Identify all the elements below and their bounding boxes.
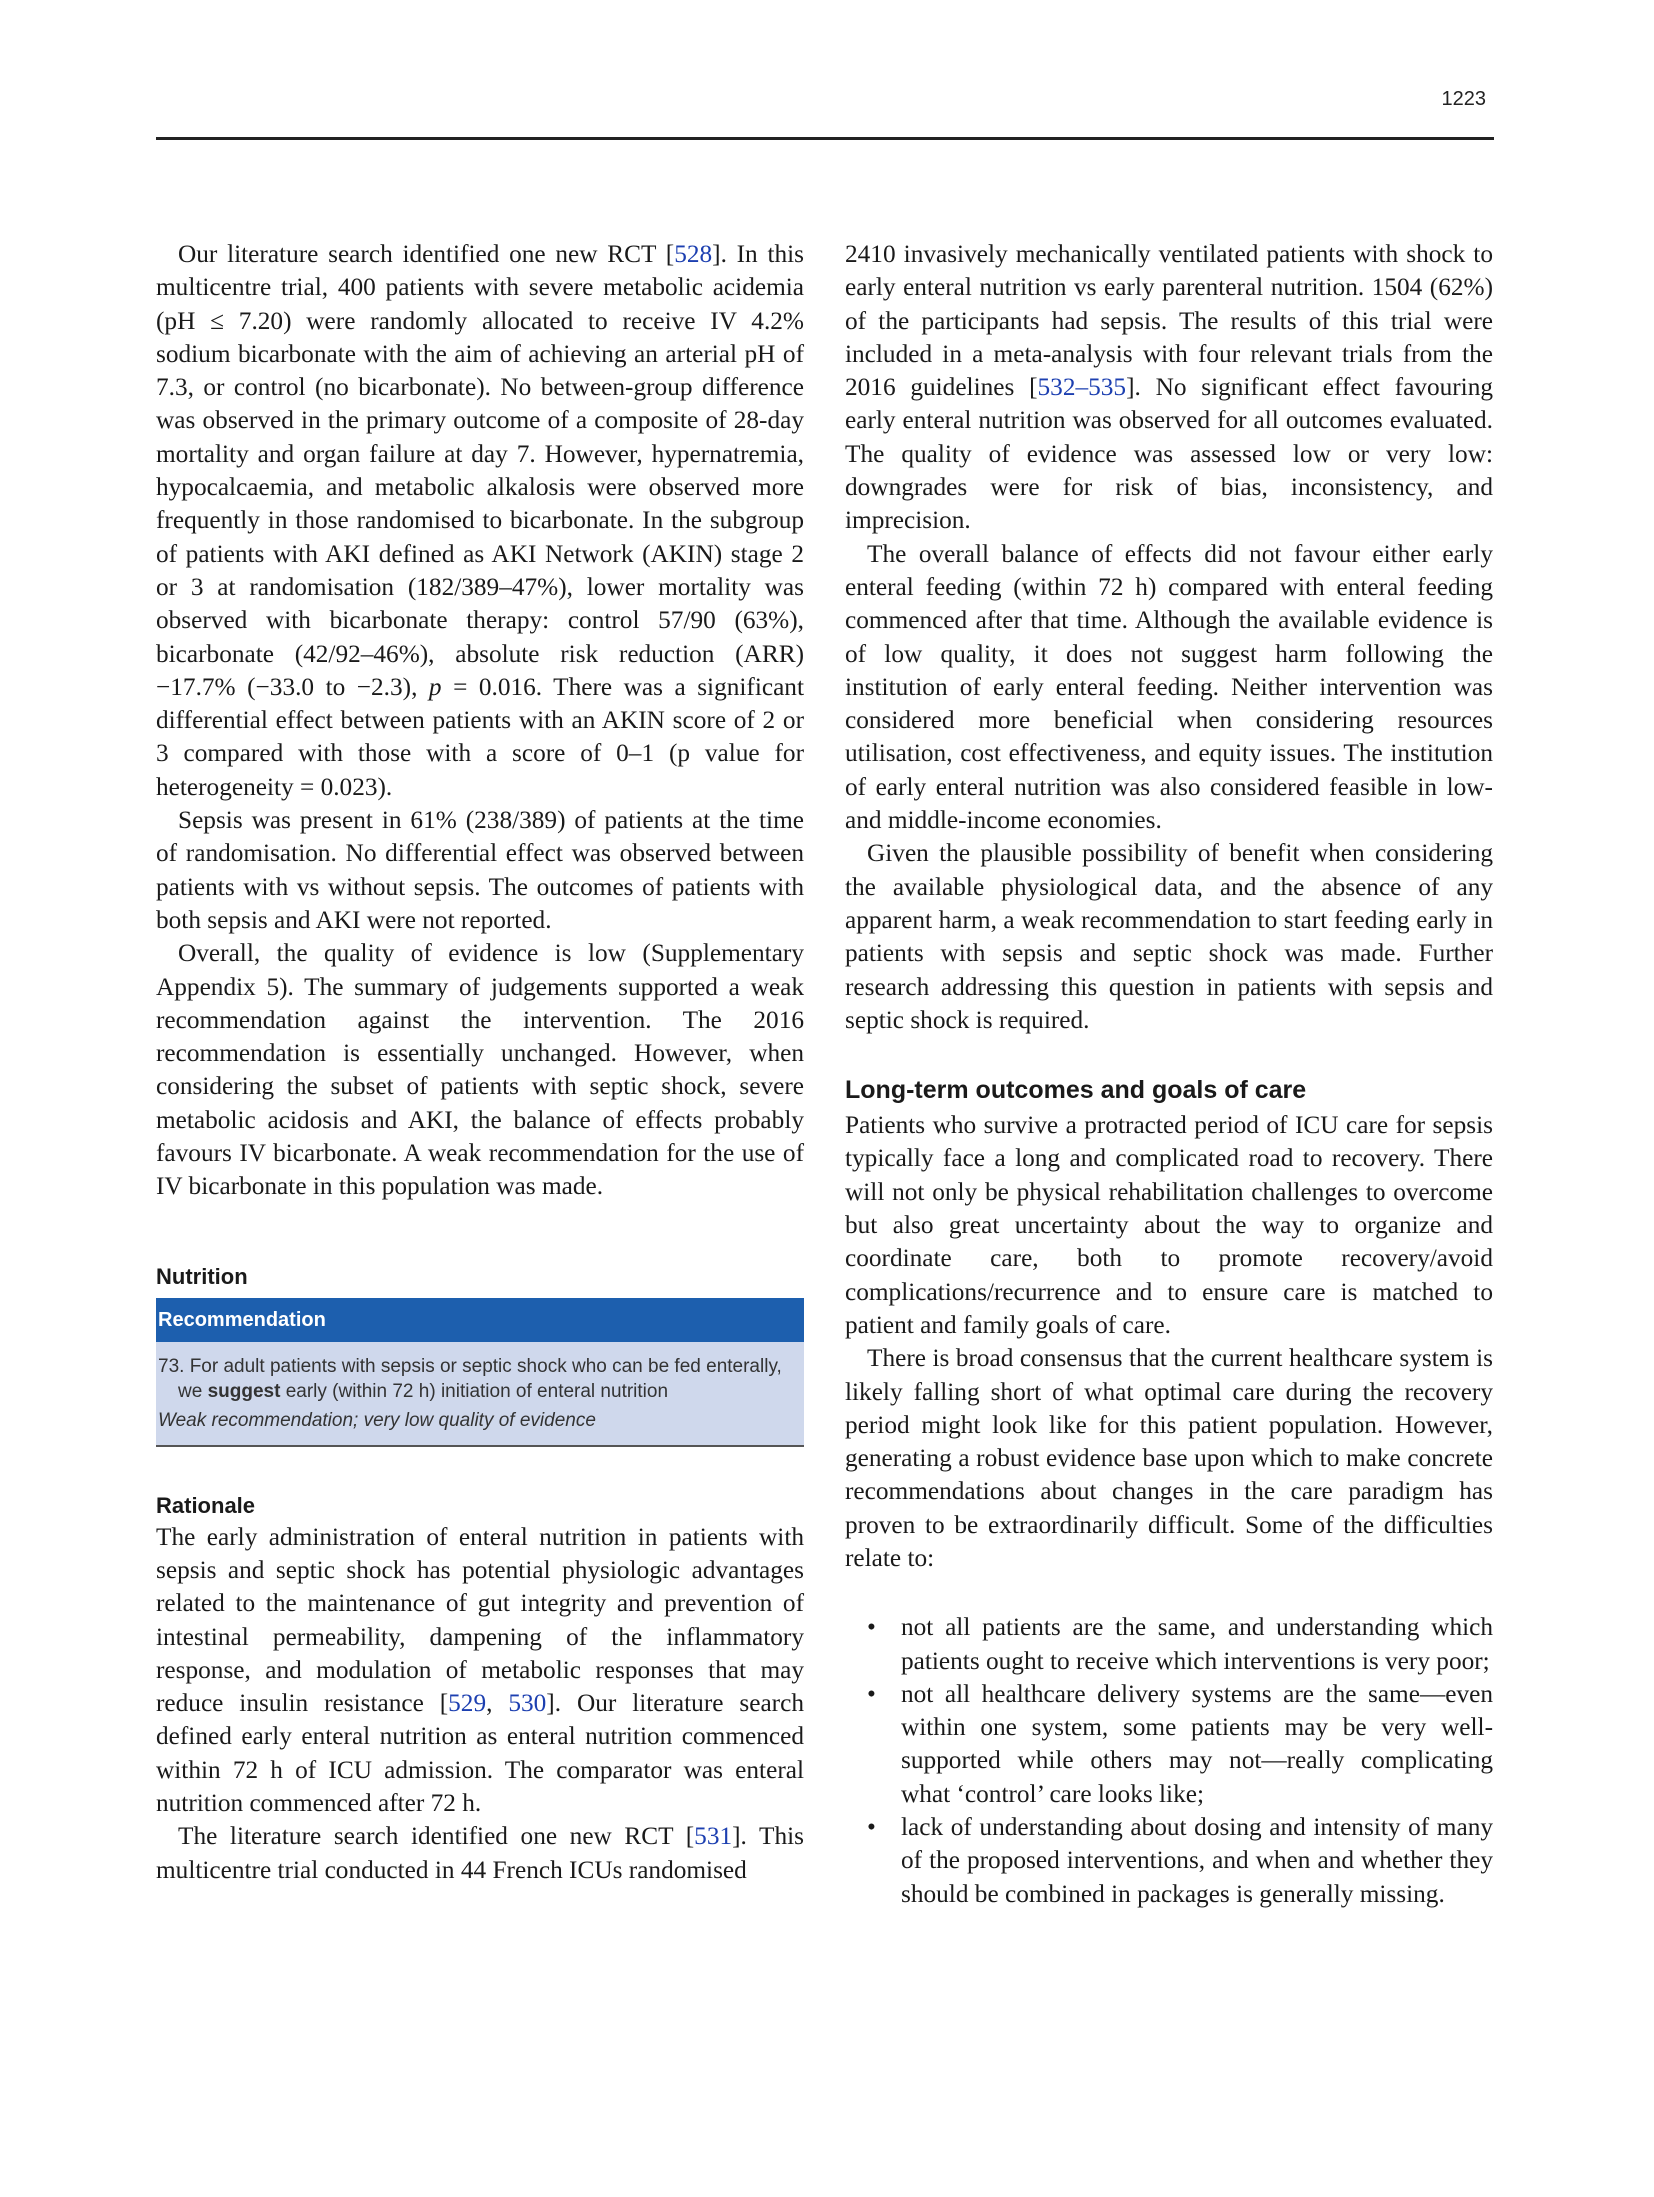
- recommendation-strength: Weak recommendation; very low quality of evidence: [158, 1409, 596, 1431]
- paragraph-quality-of-evidence: Overall, the quality of evidence is low (Supplementary Appendix 5). The summary of judgements supported a weak recommendation against the intervention. The 2016 recommendation is essentially unchanged. However, when considering the subset of patients with septic shock, severe metabolic acidosis and AKI, the balance of effects probably favours IV bicarbonate. A weak recommendation for the use of IV bicarbonate in this population was made.: [156, 939, 804, 1201]
- text: = 0.016. There was a significant differential effect between patients with an AKIN score of 2 or 3 compared with those with a score of 0–1 (p value for heterogeneity = 0.023).: [156, 672, 804, 801]
- paragraph-broad-consensus: There is broad consensus that the current healthcare system is likely falling short of what optimal care during the recovery period might look like for this patient population. However, generating a robust evidence base upon which to make concrete recommendations about changes in the care paradigm has proven to be extraordinarily difficult. Some of the difficulties relate to:: [845, 1344, 1493, 1572]
- list-item: [845, 1811, 1493, 1911]
- text: Our literature search identified one new RCT [: [178, 240, 675, 268]
- right-column: [845, 238, 1493, 1911]
- text: ,: [486, 1689, 509, 1718]
- recommendation-header: Recommendation: [156, 1298, 804, 1342]
- text: 2410 invasively mechanically ventilated patients with shock to early enteral nutrition vs early parenteral nutrition. 1504 (62%) of the participants had sepsis. The results of this trial were included in a meta-analysis with four relevant trials from the 2016 guidelines [: [845, 240, 1493, 402]
- paragraph-literature-search: [156, 1820, 804, 1887]
- header-rule: [156, 137, 1494, 140]
- recommendation-keyword: suggest: [207, 1380, 281, 1402]
- long-term-outcomes-heading: Long-term outcomes and goals of care: [845, 1076, 1307, 1105]
- bullet-glyph: •: [867, 1613, 876, 1642]
- paragraph-weak-recommendation: Given the plausible possibility of benefit when considering the available physiological data, and the absence of any apparent harm, a weak recommendation to start feeding early in patients with sepsis and septic shock was made. Further research addressing this question in patients with sepsis and septic shock is required.: [845, 839, 1493, 1034]
- text: The literature search identified one new RCT [: [178, 1822, 695, 1851]
- reference-link[interactable]: 528: [674, 240, 713, 268]
- rationale-heading: Rationale: [156, 1492, 256, 1518]
- left-column: [156, 238, 804, 1887]
- list-item-text: lack of understanding about dosing and intensity of many of the proposed interventions, and when and whether they should be combined in packages is generally missing.: [901, 1813, 1493, 1908]
- reference-link[interactable]: 529: [448, 1689, 487, 1718]
- text: ]. This multicentre trial conducted in 44 French ICUs randomised: [156, 1822, 804, 1884]
- list-item: [845, 1611, 1493, 1678]
- difficulties-list: [845, 1611, 1493, 1911]
- paragraph-icu-survivors: Patients who survive a protracted period of ICU care for sepsis typically face a long and complicated road to recovery. There will not only be physical rehabilitation challenges to overcome but also great uncertainty about the way to organize and coordinate care, both to promote recovery/avoid complications/recurrence and to ensure care is matched to patient and family goals of care.: [845, 1111, 1493, 1339]
- text: early (within 72 h) initiation of enteral nutrition: [280, 1380, 669, 1402]
- paragraph-balance-of-effects: The overall balance of effects did not favour either early enteral feeding (within 72 h) compared with enteral feeding commenced after that time. Although the available evidence is of low quality, it does not suggest harm following the institution of early enteral feeding. Neither intervention was considered more beneficial when considering resources utilisation, cost effectiveness, and equity issues. The institution of early enteral nutrition was also considered feasible in low- and middle-income economies.: [845, 539, 1493, 835]
- recommendation-body: [156, 1342, 804, 1447]
- recommendation-box: [156, 1298, 804, 1447]
- text: 73. For adult patients with sepsis or septic shock who can be fed enterally, we: [158, 1355, 782, 1402]
- paragraph-rationale: [156, 1521, 804, 1821]
- paragraph-bicarbonate-trial: [156, 238, 804, 804]
- text: The early administration of enteral nutrition in patients with sepsis and septic shock has potential physiologic advantages related to the maintenance of gut integrity and prevention of intestinal permeability, dampening of the inflammatory response, and modulation of metabolic responses that may reduce insulin resistance [: [156, 1522, 804, 1718]
- reference-link[interactable]: 530: [508, 1689, 547, 1718]
- reference-link[interactable]: 532–535: [1037, 373, 1127, 402]
- text: ]. No significant effect favouring early enteral nutrition was observed for all outcomes evaluated. The quality of evidence was assessed low or very low: downgrades were for risk of bias, inconsistency, and imprecision.: [845, 373, 1493, 535]
- bullet-glyph: •: [867, 1679, 876, 1708]
- reference-link[interactable]: 531: [694, 1822, 733, 1851]
- list-item-text: not all patients are the same, and understanding which patients ought to receive which interventions is very poor;: [901, 1613, 1493, 1675]
- bullet-glyph: •: [867, 1813, 876, 1842]
- list-item: [845, 1678, 1493, 1811]
- text: ]. Our literature search defined early enteral nutrition as enteral nutrition commenced within 72 h of ICU admission. The comparator was enteral nutrition commenced after 72 h.: [156, 1689, 804, 1817]
- paragraph-trial-continued: [845, 238, 1493, 538]
- paragraph-sepsis-subgroup: Sepsis was present in 61% (238/389) of patients at the time of randomisation. No differential effect was observed between patients with vs without sepsis. The outcomes of patients with both sepsis and AKI were not reported.: [156, 806, 804, 934]
- p-value-symbol: p: [428, 672, 442, 701]
- text: ]. In this multicentre trial, 400 patients with severe metabolic acidemia (pH ≤ 7.20) were randomly allocated to receive IV 4.2% sodium bicarbonate with the aim of achieving an arterial pH of 7.3, or control (no bicarbonate). No between-group difference was observed in the primary outcome of a composite of 28-day mortality and organ failure at day 7. However, hypernatremia, hypocalcaemia, and metabolic alkalosis were observed more frequently in those randomised to bicarbonate. In the subgroup of patients with AKI defined as AKI Network (AKIN) stage 2 or 3 at randomisation (182/389–47%), lower mortality was observed with bicarbonate therapy: control 57/90 (63%), bicarbonate (42/92–46%), absolute risk reduction (ARR) −17.7% (−33.0 to −2.3),: [156, 240, 804, 701]
- page-number: 1223: [1441, 88, 1486, 110]
- nutrition-heading: Nutrition: [156, 1263, 248, 1289]
- recommendation-text: [158, 1354, 794, 1404]
- list-item-text: not all healthcare delivery systems are the same—even within one system, some patients may be very well-supported while others may not—really complicating what ‘control’ care looks like;: [901, 1679, 1493, 1808]
